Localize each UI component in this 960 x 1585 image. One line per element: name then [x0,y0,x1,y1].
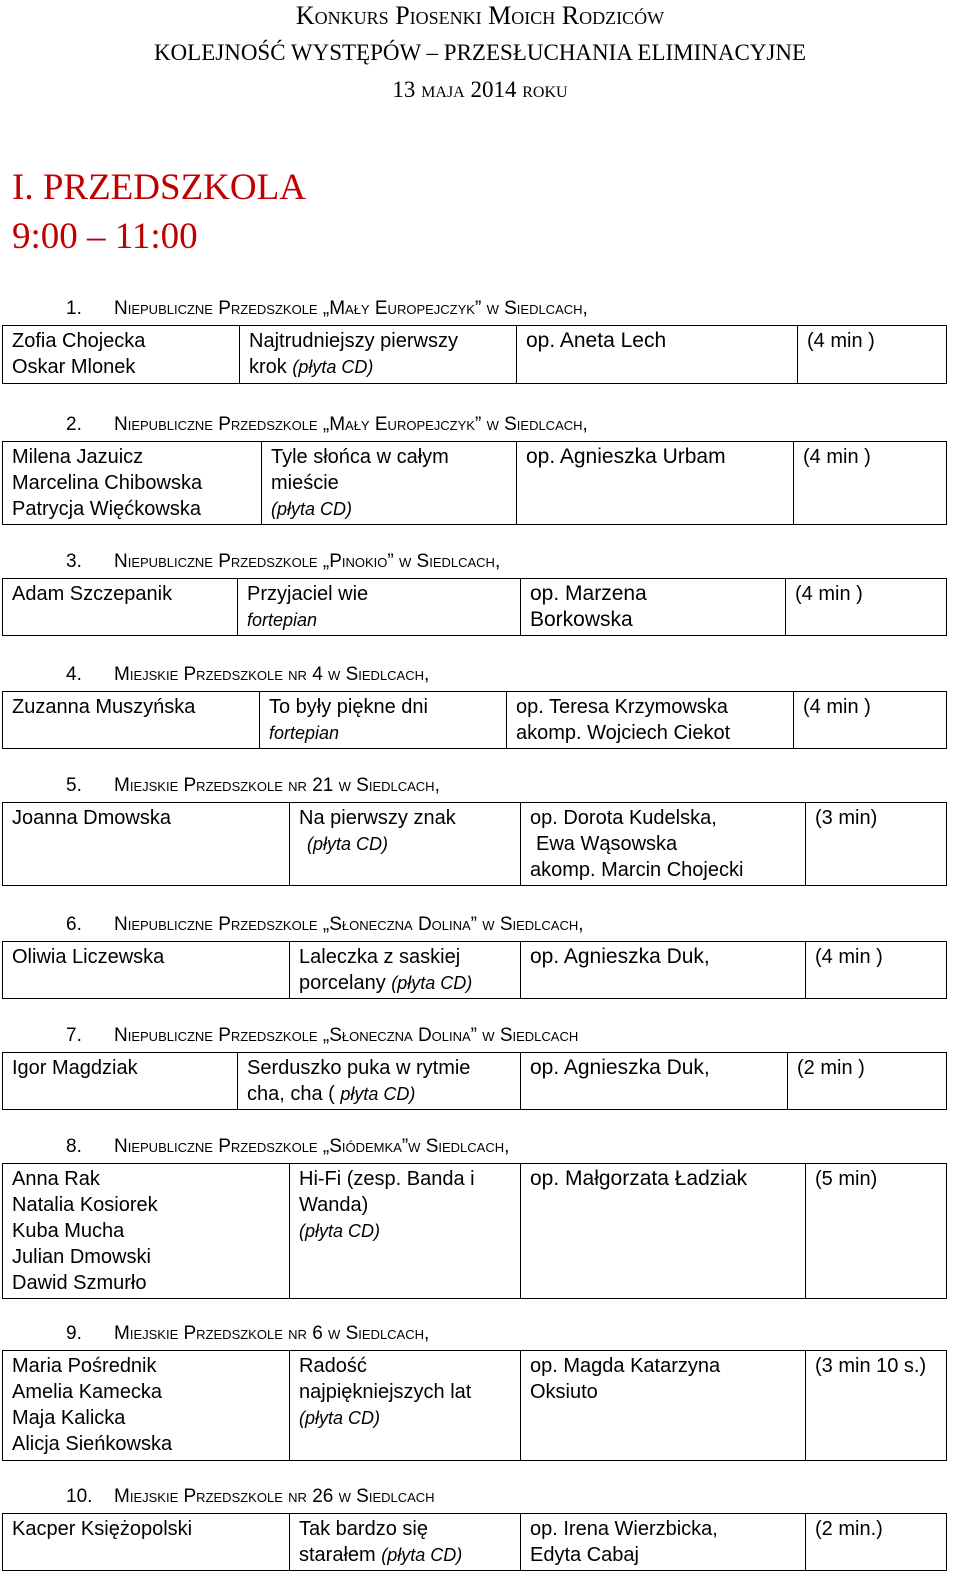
teacher: Ewa Wąsowska [536,833,678,855]
performers-cell [3,1351,290,1461]
accompaniment: (płyta CD) [307,834,389,854]
teacher-cell [517,442,794,525]
teacher-cell [521,579,786,636]
entry-heading [66,414,588,442]
entry-table [2,325,947,384]
song-title: porcelany [299,972,386,994]
accompaniment: (płyta CD) [391,973,473,993]
institution-name: Niepubliczne Przedszkole „Mały Europejczyk” w Siedlcach, [114,298,588,319]
contest-title: Konkurs Piosenki Moich Rodziców [295,1,665,30]
teacher: op. Teresa Krzymowska [516,696,728,718]
accompaniment: płyta CD) [340,1084,416,1104]
entry-table [2,1163,947,1299]
performers-cell [3,1053,238,1110]
entry-number: 9. [66,1323,82,1344]
entry-number: 10. [66,1486,93,1507]
performer: Zofia Chojecka [12,330,146,352]
entry-heading [66,914,584,942]
institution-name: Niepubliczne Przedszkole „Siódemka”w Siedlcach, [114,1136,510,1157]
song-title: najpiękniejszych lat [299,1381,472,1403]
performer: Kuba Mucha [12,1220,125,1242]
teacher: op. Aneta Lech [526,329,667,352]
entry-number: 1. [66,298,82,319]
song-title: Przyjaciel wie [247,583,369,605]
entry-heading [66,298,588,326]
entry-table [2,1350,947,1461]
institution-name: Miejskie Przedszkole nr 21 w Siedlcach, [114,775,440,796]
song-title: krok [249,356,287,378]
duration-cell: (5 min) [806,1164,947,1299]
song-cell [290,1164,521,1299]
song-cell [290,942,521,999]
duration-cell: (4 min ) [798,326,947,384]
duration-cell: (4 min ) [794,442,947,525]
teacher-cell [521,1053,788,1110]
entry-number: 4. [66,664,82,685]
teacher: op. Agnieszka Duk, [530,945,710,968]
teacher-cell [521,803,806,886]
teacher: Borkowska [530,608,633,631]
teacher: op. Marzena [530,582,647,605]
song-title: Tyle słońca w całym [271,446,449,468]
entry-number: 7. [66,1025,82,1046]
performers-cell [3,442,262,525]
teacher: op. Małgorzata Ładziak [530,1167,748,1190]
performers-cell [3,326,240,384]
duration-cell: (3 min) [806,803,947,886]
entry-number: 5. [66,775,82,796]
teacher: op. Dorota Kudelska, [530,807,717,829]
entry-table [2,1513,947,1571]
performers-cell [3,1514,290,1571]
entry-table [2,691,947,749]
performer: Dawid Szmurło [12,1272,147,1294]
performer: Marcelina Chibowska [12,472,203,494]
performer: Oliwia Liczewska [12,946,165,968]
institution-name: Niepubliczne Przedszkole „Pinokio” w Siedlcach, [114,551,501,572]
entry-heading [66,1025,578,1053]
entry-heading [66,1323,429,1351]
schedule-date: 13 maja 2014 roku [392,77,568,102]
accompaniment: (płyta CD) [299,1221,381,1241]
duration-cell: (4 min ) [806,942,947,999]
teacher: op. Agnieszka Duk, [530,1056,710,1079]
performers-cell [3,579,238,636]
section-title: I. PRZEDSZKOLA [12,167,306,208]
song-title: starałem [299,1544,376,1566]
song-cell [290,1514,521,1571]
performer: Alicja Sieńkowska [12,1433,173,1455]
performer: Anna Rak [12,1168,100,1190]
duration-cell: (3 min 10 s.) [806,1351,947,1461]
entry-heading [66,775,440,803]
entry-table [2,941,947,999]
song-title: Na pierwszy znak [299,807,456,829]
performer: Igor Magdziak [12,1057,138,1079]
performer: Patrycja Więćkowska [12,498,201,520]
entry-table [2,578,947,636]
performer: Joanna Dmowska [12,807,171,829]
accompaniment: fortepian [247,610,318,630]
song-cell [290,803,521,886]
performer: Maja Kalicka [12,1407,126,1429]
entry-table [2,1052,947,1110]
institution-name: Miejskie Przedszkole nr 26 w Siedlcach [114,1486,435,1507]
teacher: Edyta Cabaj [530,1544,639,1566]
duration-cell: (2 min ) [788,1053,947,1110]
performer: Julian Dmowski [12,1246,151,1268]
teacher-cell [507,692,794,749]
entry-number: 8. [66,1136,82,1157]
entry-number: 3. [66,551,82,572]
song-cell [262,442,517,525]
teacher: akomp. Marcin Chojecki [530,859,744,881]
performer: Adam Szczepanik [12,583,173,605]
entry-heading [66,1486,435,1514]
song-cell [238,1053,521,1110]
song-title: Najtrudniejszy pierwszy [249,330,458,352]
performer: Maria Pośrednik [12,1355,157,1377]
song-title: mieście [271,472,339,494]
institution-name: Miejskie Przedszkole nr 4 w Siedlcach, [114,664,430,685]
entry-heading [66,551,500,579]
performers-cell [3,692,260,749]
song-cell [260,692,507,749]
institution-name: Niepubliczne Przedszkole „Słoneczna Dolina” w Siedlcach [114,1025,579,1046]
song-title: Radość [299,1355,367,1377]
song-title: Serduszko puka w rytmie [247,1057,471,1079]
performer: Milena Jazuicz [12,446,144,468]
accompaniment: (płyta CD) [381,1545,463,1565]
accompaniment: (płyta CD) [299,1408,381,1428]
performers-cell [3,803,290,886]
song-cell [238,579,521,636]
teacher: op. Magda Katarzyna [530,1355,721,1377]
accompaniment: (płyta CD) [271,499,353,519]
performer: Zuzanna Muszyńska [12,696,196,718]
performer: Natalia Kosiorek [12,1194,158,1216]
duration-cell: (4 min ) [794,692,947,749]
entry-number: 2. [66,414,82,435]
song-title: Tak bardzo się [299,1518,428,1540]
accompaniment: fortepian [269,723,340,743]
accompaniment: (płyta CD) [292,357,374,377]
performers-cell [3,1164,290,1299]
schedule-subtitle: KOLEJNOŚĆ WYSTĘPÓW – PRZESŁUCHANIA ELIMINACYJNE [153,40,807,65]
teacher: op. Irena Wierzbicka, [530,1518,718,1540]
section-time: 9:00 – 11:00 [12,216,198,257]
entry-number: 6. [66,914,82,935]
entry-table [2,441,947,525]
teacher-cell [521,1514,806,1571]
teacher-cell [517,326,798,384]
institution-name: Niepubliczne Przedszkole „Mały Europejczyk” w Siedlcach, [114,414,588,435]
entry-heading [66,664,429,692]
teacher-cell [521,1351,806,1461]
song-cell [240,326,517,384]
duration-cell: (4 min ) [786,579,947,636]
entry-table [2,802,947,886]
song-title: Hi-Fi (zesp. Banda i [299,1168,475,1190]
performer: Kacper Księżopolski [12,1518,193,1540]
song-title: Wanda) [299,1194,369,1216]
teacher-cell [521,942,806,999]
song-title: Laleczka z saskiej [299,946,461,968]
performer: Amelia Kamecka [12,1381,163,1403]
entry-heading [66,1136,509,1164]
teacher: Oksiuto [530,1381,598,1403]
song-cell [290,1351,521,1461]
institution-name: Miejskie Przedszkole nr 6 w Siedlcach, [114,1323,430,1344]
institution-name: Niepubliczne Przedszkole „Słoneczna Dolina” w Siedlcach, [114,914,584,935]
teacher: akomp. Wojciech Ciekot [516,722,731,744]
duration-cell: (2 min.) [806,1514,947,1571]
teacher-cell [521,1164,806,1299]
song-title: To były piękne dni [269,696,428,718]
performers-cell [3,942,290,999]
teacher: op. Agnieszka Urbam [526,445,726,468]
song-title: cha, cha ( [247,1083,335,1105]
performer: Oskar Mlonek [12,356,136,378]
